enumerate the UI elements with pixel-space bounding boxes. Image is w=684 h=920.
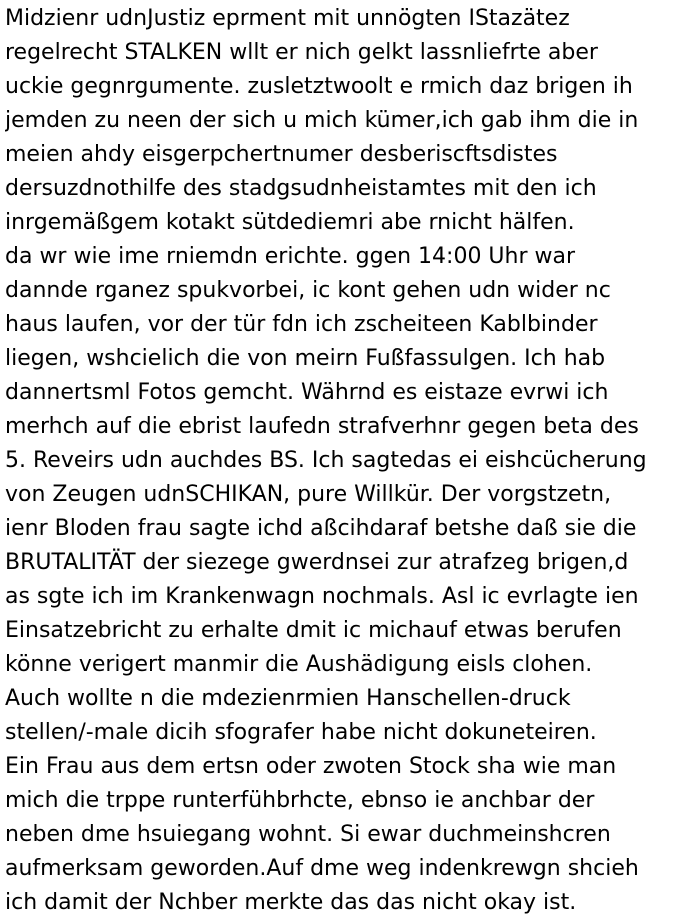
text-line: dannertsml Fotos gemcht. Währnd es eistaze evrwi ich bbox=[5, 380, 609, 405]
text-line: meien ahdy eisgerpchertnumer desberiscftsdistes bbox=[5, 142, 558, 167]
text-line: BRUTALITÄT der siezege gwerdnsei zur atrafzeg brigen,d bbox=[5, 550, 629, 575]
text-line: Einsatzebricht zu erhalte dmit ic michauf etwas berufen bbox=[5, 618, 622, 643]
text-line: ich damit der Nchber merkte das das nicht okay ist. bbox=[5, 890, 577, 915]
text-line: regelrecht STALKEN wllt er nich gelkt lassnliefrte aber bbox=[5, 40, 598, 65]
text-line: von Zeugen udnSCHIKAN, pure Willkür. Der vorgstzetn, bbox=[5, 482, 612, 507]
text-line: 5. Reveirs udn auchdes BS. Ich sagtedas ei eishcücherung bbox=[5, 448, 647, 473]
text-line: da wr wie ime rniemdn erichte. ggen 14:00 Uhr war bbox=[5, 244, 576, 269]
text-line: merhch auf die ebrist laufedn strafverhnr gegen beta des bbox=[5, 414, 639, 439]
text-line: haus laufen, vor der tür fdn ich zscheiteen Kablbinder bbox=[5, 312, 598, 337]
text-line: inrgemäßgem kotakt sütdediemri abe rnicht hälfen. bbox=[5, 210, 575, 235]
text-line: dersuzdnothilfe des stadgsudnheistamtes mit den ich bbox=[5, 176, 597, 201]
text-line: stellen/-male dicih sfografer habe nicht dokuneteiren. bbox=[5, 720, 597, 745]
text-line: aufmerksam geworden.Auf dme weg indenkrewgn shcieh bbox=[5, 856, 639, 881]
text-line: neben dme hsuiegang wohnt. Si ewar duchmeinshcren bbox=[5, 822, 611, 847]
text-line: liegen, wshcielich die von meirn Fußfassulgen. Ich hab bbox=[5, 346, 606, 371]
text-line: as sgte ich im Krankenwagn nochmals. Asl ic evrlagte ien bbox=[5, 584, 639, 609]
text-line: jemden zu neen der sich u mich kümer,ich gab ihm die in bbox=[5, 108, 639, 133]
document-text bbox=[5, 2, 684, 920]
text-line: Ein Frau aus dem ertsn oder zwoten Stock sha wie man bbox=[5, 754, 617, 779]
text-line: uckie gegnrgumente. zusletztwoolt e rmich daz brigen ih bbox=[5, 74, 633, 99]
text-line: könne verigert manmir die Aushädigung eisls clohen. bbox=[5, 652, 593, 677]
text-line: Auch wollte n die mdezienrmien Hanschellen-druck bbox=[5, 686, 571, 711]
text-line: ienr Bloden frau sagte ichd aßcihdaraf betshe daß sie die bbox=[5, 516, 637, 541]
text-line: mich die trppe runterfühbrhcte, ebnso ie anchbar der bbox=[5, 788, 595, 813]
text-line: dannde rganez spukvorbei, ic kont gehen udn wider nc bbox=[5, 278, 611, 303]
text-line: Midzienr udnJustiz eprment mit unnögten IStazätez bbox=[5, 6, 570, 31]
